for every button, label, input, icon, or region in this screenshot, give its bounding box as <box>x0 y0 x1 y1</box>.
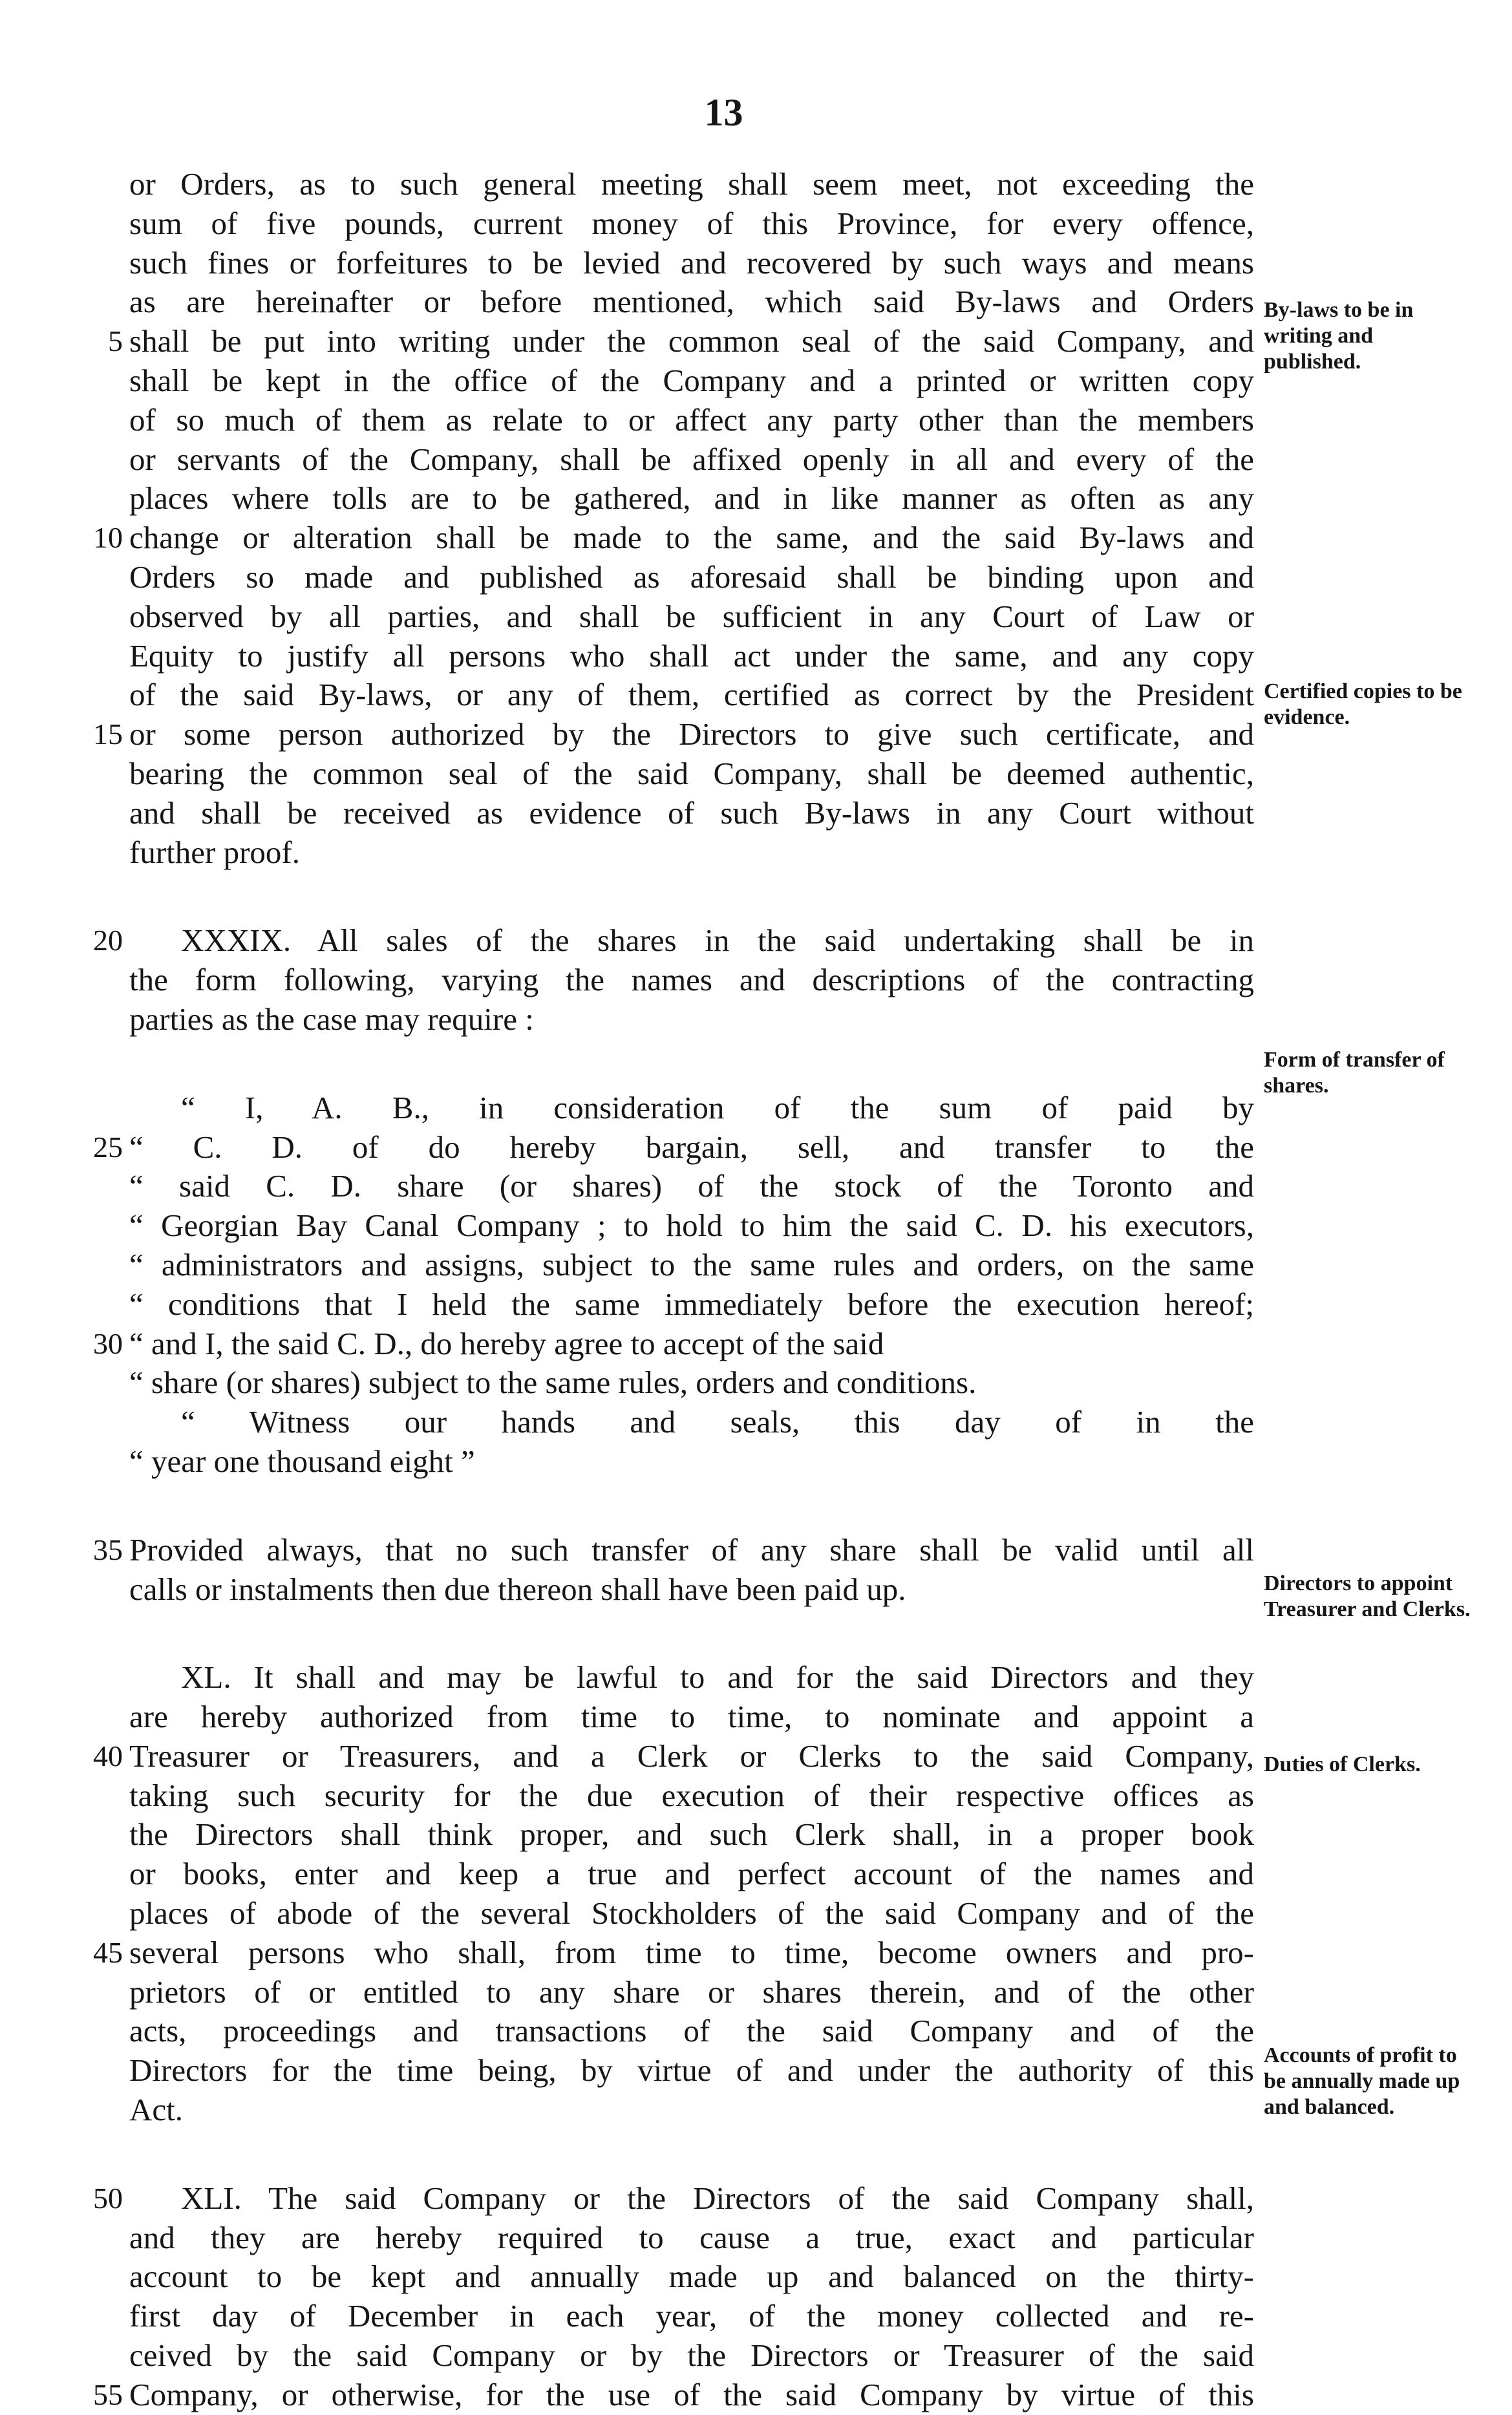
text-line <box>129 1658 1254 1697</box>
text-line <box>93 1325 1254 1364</box>
text-line <box>129 282 1254 322</box>
line-text: acts, proceedings and transactions of the said Company and of the <box>129 2013 1254 2049</box>
text-line <box>129 165 1254 204</box>
line-text: of the said By-laws, or any of them, certified as correct by the President <box>129 677 1254 713</box>
line-text: bearing the common seal of the said Company, shall be deemed authentic, <box>129 755 1254 791</box>
line-text: further proof. <box>129 834 300 870</box>
text-line <box>129 1246 1254 1285</box>
line-text: places where tolls are to be gathered, and in like manner as often as any <box>129 480 1254 516</box>
line-text: Treasurer or Treasurers, and a Clerk or Clerks to the said Company, <box>129 1738 1254 1774</box>
text-line <box>129 2218 1254 2258</box>
line-text: ceived by the said Company or by the Directors or Treasurer of the said <box>129 2337 1254 2374</box>
text-line <box>93 518 1254 558</box>
line-number: 25 <box>93 1130 123 1164</box>
margin-note: Directors to appoint Treasurer and Clerks. <box>1264 1571 1471 1621</box>
text-line <box>129 1206 1254 1246</box>
line-text: “ year one thousand eight ” <box>129 1443 475 1479</box>
line-text: sum of five pounds, current money of this Province, for every offence, <box>129 205 1254 241</box>
text-line <box>129 1442 1254 1482</box>
text-line <box>129 2012 1254 2051</box>
line-text: or books, enter and keep a true and perfect account of the names and <box>129 1856 1254 1892</box>
line-text: “ share (or shares) subject to the same rules, orders and conditions. <box>129 1365 977 1401</box>
text-line <box>129 2051 1254 2091</box>
margin-note: Certified copies to be evidence. <box>1264 679 1462 729</box>
text-line <box>129 401 1254 440</box>
line-text: XL. It shall and may be lawful to and for the said Directors and they <box>181 1659 1254 1696</box>
line-text: Equity to justify all persons who shall act under the same, and any copy <box>129 637 1254 674</box>
page-number: 13 <box>704 91 743 134</box>
line-text: “ said C. D. share (or shares) of the stock of the Toronto and <box>129 1168 1254 1204</box>
text-line <box>93 2376 1254 2415</box>
line-text: “ Witness our hands and seals, this day of in the <box>181 1404 1254 1440</box>
line-text: Company, or otherwise, for the use of the said Company by virtue of this <box>129 2376 1254 2412</box>
text-line <box>129 1000 1254 1039</box>
text-line <box>129 2336 1254 2376</box>
line-text: Provided always, that no such transfer of any share shall be valid until all <box>129 1531 1254 1568</box>
text-line <box>129 361 1254 401</box>
paragraph-gap <box>129 1482 1254 1531</box>
line-text: places of abode of the several Stockholders of the said Company and of the <box>129 1895 1254 1931</box>
line-text: observed by all parties, and shall be sufficient in any Court of Law or <box>129 598 1254 634</box>
line-text: first day of December in each year, of the money collected and re- <box>129 2298 1254 2334</box>
line-text: calls or instalments then due thereon shall have been paid up. <box>129 1571 906 1607</box>
line-text: change or alteration shall be made to the same, and the said By-laws and <box>129 520 1254 556</box>
text-line <box>129 833 1254 873</box>
text-line <box>129 479 1254 518</box>
line-text: Orders so made and published as aforesaid shall be binding upon and <box>129 559 1254 595</box>
line-text: several persons who shall, from time to time, become owners and pro- <box>129 1934 1254 1970</box>
line-text: parties as the case may require : <box>129 1001 534 1037</box>
line-text: are hereby authorized from time to time, to nominate and appoint a <box>129 1699 1254 1735</box>
text-line <box>93 921 1254 961</box>
line-number: 10 <box>93 521 123 555</box>
body-text <box>93 165 1254 2415</box>
line-number: 50 <box>93 2181 123 2215</box>
line-number: 20 <box>93 924 123 957</box>
margin-note: Duties of Clerks. <box>1264 1752 1421 1776</box>
line-text: account to be kept and annually made up and balanced on the thirty- <box>129 2259 1254 2295</box>
line-number: 40 <box>93 1739 123 1772</box>
text-line <box>108 322 1254 361</box>
line-text: and shall be received as evidence of such By-laws in any Court without <box>129 794 1254 831</box>
line-number: 30 <box>93 1326 123 1360</box>
text-line <box>129 1089 1254 1128</box>
text-line <box>129 1855 1254 1894</box>
text-line <box>129 2257 1254 2297</box>
paragraph-gap <box>129 872 1254 921</box>
text-line <box>129 1894 1254 1933</box>
text-line <box>129 1285 1254 1325</box>
line-number: 35 <box>93 1533 123 1566</box>
line-text: the form following, varying the names and descriptions of the contracting <box>129 962 1254 998</box>
line-text: shall be kept in the office of the Company and a printed or written copy <box>129 362 1254 398</box>
text-line <box>129 244 1254 283</box>
text-line <box>129 676 1254 715</box>
text-line <box>129 597 1254 637</box>
margin-note: Form of transfer of shares. <box>1264 1048 1445 1098</box>
line-text: as are hereinafter or before mentioned, which said By-laws and Orders <box>129 284 1254 320</box>
text-line <box>129 1403 1254 1442</box>
line-number: 15 <box>93 718 123 751</box>
paragraph-gap <box>129 1609 1254 1658</box>
text-line <box>129 1363 1254 1403</box>
text-line <box>93 1933 1254 1973</box>
line-text: XLI. The said Company or the Directors of the said Company shall, <box>181 2180 1254 2216</box>
margin-note: By-laws to be in writing and published. <box>1264 298 1414 374</box>
paragraph-gap <box>129 1039 1254 1089</box>
text-line <box>93 1128 1254 1167</box>
text-line <box>129 1697 1254 1737</box>
text-line <box>129 794 1254 833</box>
text-line <box>129 1776 1254 1816</box>
line-text: or Orders, as to such general meeting shall seem meet, not exceeding the <box>129 166 1254 202</box>
line-text: Directors for the time being, by virtue of and under the authority of this <box>129 2052 1254 2089</box>
text-line <box>129 2091 1254 2130</box>
line-text: the Directors shall think proper, and such Clerk shall, in a proper book <box>129 1816 1254 1853</box>
line-text: Act. <box>129 2092 183 2128</box>
text-line <box>93 2179 1254 2218</box>
line-text: “ Georgian Bay Canal Company ; to hold to him the said C. D. his executors, <box>129 1208 1254 1244</box>
text-line <box>129 961 1254 1000</box>
line-text: “ conditions that I held the same immediately before the execution hereof; <box>129 1286 1254 1322</box>
margin-note: Accounts of profit to be annually made up and balanced. <box>1264 2043 1460 2119</box>
text-line <box>93 1737 1254 1776</box>
line-text: and they are hereby required to cause a true, exact and particular <box>129 2219 1254 2255</box>
line-text: or servants of the Company, shall be affixed openly in all and every of the <box>129 441 1254 477</box>
text-line <box>129 2297 1254 2336</box>
line-text: XXXIX. All sales of the shares in the said undertaking shall be in <box>181 922 1254 959</box>
text-line <box>129 754 1254 794</box>
line-number: 5 <box>108 324 123 358</box>
line-text: or some person authorized by the Directors to give such certificate, and <box>129 716 1254 752</box>
line-number: 55 <box>93 2378 123 2411</box>
line-text: of so much of them as relate to or affect any party other than the members <box>129 401 1254 438</box>
paragraph-gap <box>129 2130 1254 2179</box>
line-text: taking such security for the due execution of their respective offices as <box>129 1777 1254 1813</box>
line-text: prietors of or entitled to any share or shares therein, and of the other <box>129 1973 1254 2010</box>
text-line <box>129 558 1254 597</box>
text-line <box>129 637 1254 676</box>
line-text: such fines or forfeitures to be levied and recovered by such ways and means <box>129 244 1254 281</box>
line-text: “ administrators and assigns, subject to the same rules and orders, on the same <box>129 1246 1254 1282</box>
line-text: “ C. D. of do hereby bargain, sell, and transfer to the <box>129 1129 1254 1165</box>
text-line <box>129 440 1254 480</box>
text-line <box>129 1973 1254 2012</box>
line-text: “ I, A. B., in consideration of the sum of paid by <box>181 1089 1254 1125</box>
line-text: “ and I, the said C. D., do hereby agree to accept of the said <box>129 1325 884 1361</box>
line-text: shall be put into writing under the common seal of the said Company, and <box>129 323 1254 359</box>
text-line <box>93 1531 1254 1570</box>
text-line <box>129 1815 1254 1855</box>
text-line <box>129 204 1254 244</box>
text-line <box>129 1570 1254 1610</box>
line-number: 45 <box>93 1935 123 1969</box>
text-line <box>129 1167 1254 1206</box>
text-line <box>93 715 1254 754</box>
